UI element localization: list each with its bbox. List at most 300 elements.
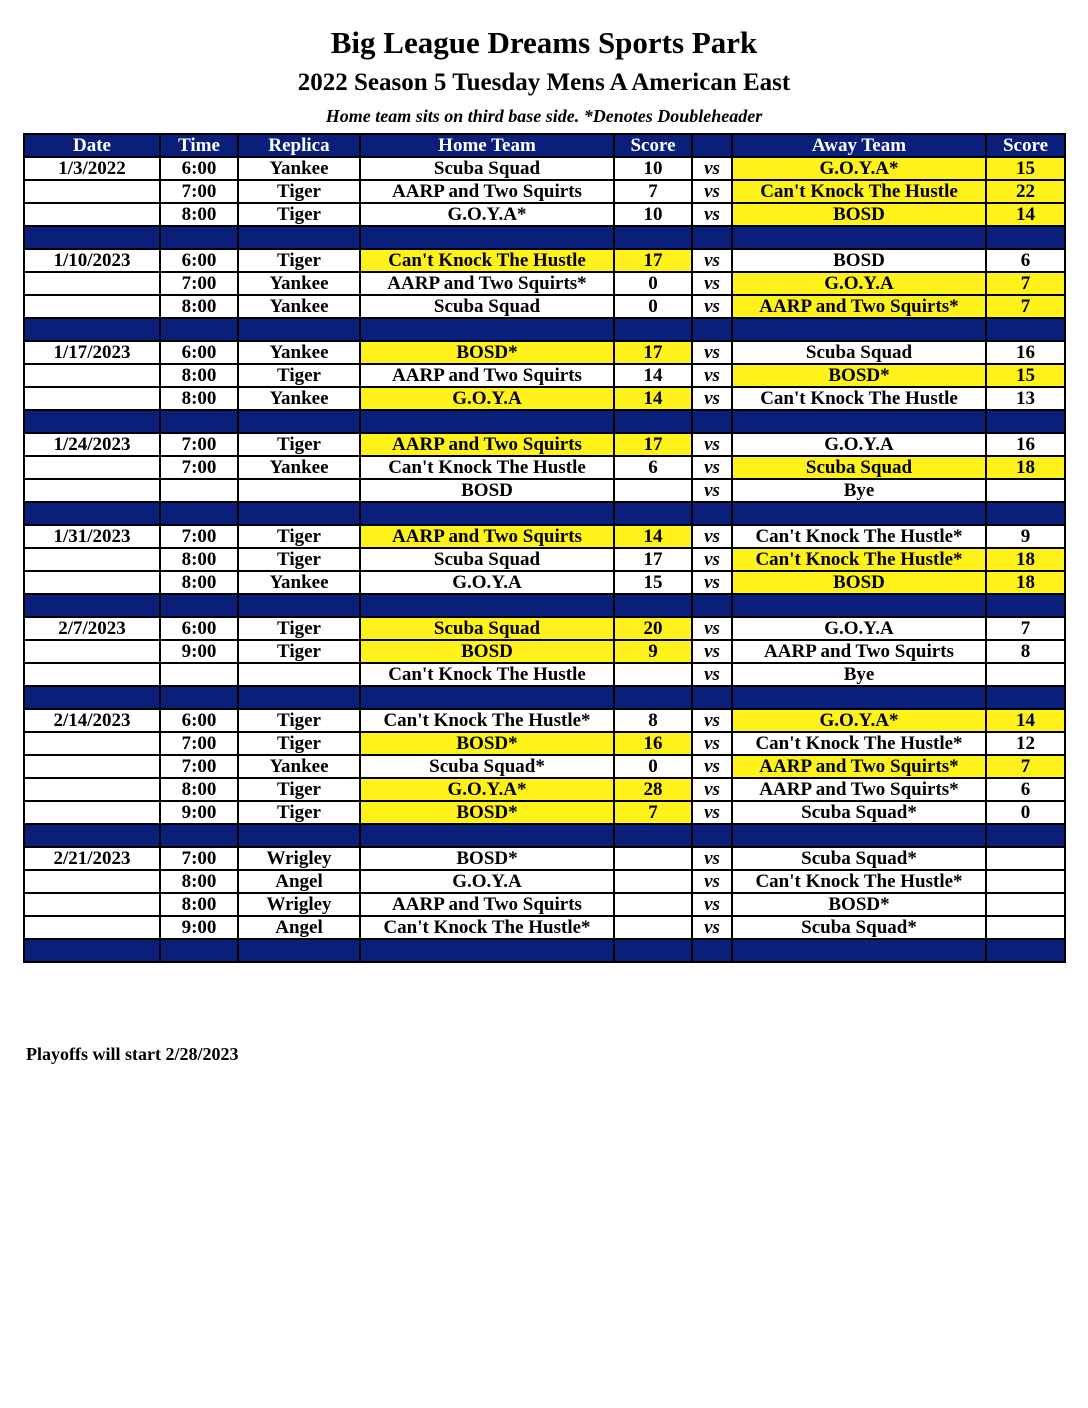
replica-cell: Tiger: [238, 203, 360, 226]
home-team-cell: G.O.Y.A*: [360, 778, 614, 801]
away-score-cell: 18: [986, 548, 1065, 571]
separator-cell: [732, 594, 986, 617]
vs-cell: vs: [692, 341, 732, 364]
separator-cell: [692, 502, 732, 525]
home-score-cell: 0: [614, 755, 692, 778]
time-cell: 7:00: [160, 272, 238, 295]
header-vs: [692, 134, 732, 157]
home-team-cell: BOSD*: [360, 341, 614, 364]
week-separator-row: [24, 594, 1065, 617]
replica-cell: Tiger: [238, 525, 360, 548]
vs-cell: vs: [692, 433, 732, 456]
game-row: [24, 387, 1065, 410]
away-team-cell: AARP and Two Squirts*: [732, 755, 986, 778]
separator-cell: [732, 410, 986, 433]
time-cell: 7:00: [160, 456, 238, 479]
vs-cell: vs: [692, 893, 732, 916]
week-separator-row: [24, 686, 1065, 709]
time-cell: 9:00: [160, 640, 238, 663]
vs-cell: vs: [692, 732, 732, 755]
separator-cell: [614, 318, 692, 341]
header-away-score: Score: [986, 134, 1065, 157]
away-team-cell: Can't Knock The Hustle*: [732, 525, 986, 548]
game-row: [24, 870, 1065, 893]
vs-cell: vs: [692, 801, 732, 824]
home-team-cell: Scuba Squad: [360, 548, 614, 571]
separator-cell: [360, 686, 614, 709]
away-score-cell: [986, 893, 1065, 916]
away-team-cell: Can't Knock The Hustle: [732, 180, 986, 203]
date-cell: [24, 203, 160, 226]
vs-cell: vs: [692, 709, 732, 732]
schedule-body: [24, 157, 1065, 962]
away-team-cell: BOSD: [732, 203, 986, 226]
game-row: [24, 663, 1065, 686]
away-score-cell: 16: [986, 433, 1065, 456]
page-subtitle: 2022 Season 5 Tuesday Mens A American East: [297, 69, 791, 96]
time-cell: 6:00: [160, 157, 238, 180]
home-team-note: Home team sits on third base side. *Denotes Doubleheader: [325, 106, 763, 126]
away-team-cell: Can't Knock The Hustle*: [732, 732, 986, 755]
separator-cell: [692, 686, 732, 709]
time-cell: 7:00: [160, 755, 238, 778]
separator-cell: [986, 824, 1065, 847]
game-row: [24, 709, 1065, 732]
separator-cell: [238, 594, 360, 617]
date-cell: [24, 663, 160, 686]
replica-cell: Tiger: [238, 778, 360, 801]
vs-cell: vs: [692, 548, 732, 571]
replica-cell: Tiger: [238, 709, 360, 732]
vs-cell: vs: [692, 755, 732, 778]
game-row: [24, 778, 1065, 801]
schedule-table: [23, 133, 1066, 963]
game-row: [24, 249, 1065, 272]
separator-cell: [692, 226, 732, 249]
home-score-cell: [614, 847, 692, 870]
game-row: [24, 893, 1065, 916]
away-team-cell: G.O.Y.A: [732, 272, 986, 295]
home-score-cell: 7: [614, 180, 692, 203]
date-cell: 1/24/2023: [24, 433, 160, 456]
home-score-cell: 10: [614, 157, 692, 180]
separator-cell: [160, 939, 238, 962]
away-score-cell: 18: [986, 571, 1065, 594]
game-row: [24, 755, 1065, 778]
vs-cell: vs: [692, 479, 732, 502]
home-team-cell: Scuba Squad: [360, 295, 614, 318]
away-score-cell: 15: [986, 157, 1065, 180]
separator-cell: [360, 594, 614, 617]
game-row: [24, 617, 1065, 640]
separator-cell: [732, 502, 986, 525]
header-home-score: Score: [614, 134, 692, 157]
separator-cell: [614, 410, 692, 433]
away-score-cell: 13: [986, 387, 1065, 410]
away-team-cell: Bye: [732, 663, 986, 686]
separator-cell: [24, 502, 160, 525]
home-score-cell: 14: [614, 525, 692, 548]
replica-cell: Tiger: [238, 548, 360, 571]
game-row: [24, 433, 1065, 456]
replica-cell: Tiger: [238, 640, 360, 663]
game-row: [24, 295, 1065, 318]
home-score-cell: 20: [614, 617, 692, 640]
away-score-cell: 12: [986, 732, 1065, 755]
away-score-cell: 0: [986, 801, 1065, 824]
home-score-cell: 17: [614, 548, 692, 571]
date-cell: [24, 295, 160, 318]
away-score-cell: 14: [986, 709, 1065, 732]
date-cell: [24, 456, 160, 479]
separator-cell: [732, 686, 986, 709]
away-score-cell: 18: [986, 456, 1065, 479]
home-team-cell: Can't Knock The Hustle: [360, 456, 614, 479]
away-score-cell: [986, 479, 1065, 502]
replica-cell: Angel: [238, 916, 360, 939]
home-score-cell: 8: [614, 709, 692, 732]
date-cell: [24, 548, 160, 571]
game-row: [24, 272, 1065, 295]
home-team-cell: BOSD*: [360, 847, 614, 870]
home-team-cell: AARP and Two Squirts: [360, 180, 614, 203]
home-score-cell: 6: [614, 456, 692, 479]
header-replica: Replica: [238, 134, 360, 157]
replica-cell: [238, 663, 360, 686]
replica-cell: Tiger: [238, 180, 360, 203]
playoffs-note: Playoffs will start 2/28/2023: [26, 1044, 239, 1064]
time-cell: 8:00: [160, 548, 238, 571]
separator-cell: [614, 824, 692, 847]
home-team-cell: BOSD: [360, 479, 614, 502]
vs-cell: vs: [692, 663, 732, 686]
home-team-cell: BOSD*: [360, 801, 614, 824]
home-team-cell: Scuba Squad*: [360, 755, 614, 778]
date-cell: [24, 387, 160, 410]
game-row: [24, 847, 1065, 870]
away-team-cell: G.O.Y.A*: [732, 709, 986, 732]
game-row: [24, 479, 1065, 502]
separator-cell: [986, 502, 1065, 525]
away-score-cell: 15: [986, 364, 1065, 387]
header-row: [24, 134, 1065, 157]
separator-cell: [732, 824, 986, 847]
separator-cell: [24, 226, 160, 249]
home-score-cell: 17: [614, 249, 692, 272]
separator-cell: [24, 318, 160, 341]
home-team-cell: Can't Knock The Hustle: [360, 249, 614, 272]
replica-cell: Tiger: [238, 732, 360, 755]
away-score-cell: [986, 870, 1065, 893]
separator-cell: [360, 318, 614, 341]
home-score-cell: 17: [614, 433, 692, 456]
separator-cell: [24, 939, 160, 962]
home-score-cell: [614, 870, 692, 893]
separator-cell: [692, 939, 732, 962]
separator-cell: [732, 226, 986, 249]
separator-cell: [238, 410, 360, 433]
game-row: [24, 341, 1065, 364]
separator-cell: [24, 594, 160, 617]
week-separator-row: [24, 226, 1065, 249]
replica-cell: Yankee: [238, 272, 360, 295]
away-score-cell: 6: [986, 778, 1065, 801]
separator-cell: [732, 939, 986, 962]
date-cell: [24, 801, 160, 824]
separator-cell: [160, 410, 238, 433]
home-team-cell: Can't Knock The Hustle: [360, 663, 614, 686]
time-cell: 7:00: [160, 180, 238, 203]
time-cell: 9:00: [160, 916, 238, 939]
home-team-cell: G.O.Y.A*: [360, 203, 614, 226]
separator-cell: [986, 318, 1065, 341]
header-date: Date: [24, 134, 160, 157]
vs-cell: vs: [692, 847, 732, 870]
home-score-cell: [614, 916, 692, 939]
home-team-cell: G.O.Y.A: [360, 571, 614, 594]
week-separator-row: [24, 939, 1065, 962]
replica-cell: Yankee: [238, 755, 360, 778]
time-cell: 7:00: [160, 433, 238, 456]
home-team-cell: G.O.Y.A: [360, 870, 614, 893]
replica-cell: Tiger: [238, 249, 360, 272]
separator-cell: [238, 502, 360, 525]
home-score-cell: 16: [614, 732, 692, 755]
replica-cell: Tiger: [238, 364, 360, 387]
replica-cell: Yankee: [238, 341, 360, 364]
date-cell: [24, 364, 160, 387]
separator-cell: [160, 824, 238, 847]
replica-cell: Yankee: [238, 295, 360, 318]
separator-cell: [614, 594, 692, 617]
home-score-cell: [614, 663, 692, 686]
date-cell: 1/10/2023: [24, 249, 160, 272]
separator-cell: [360, 226, 614, 249]
separator-cell: [986, 410, 1065, 433]
date-cell: 2/14/2023: [24, 709, 160, 732]
vs-cell: vs: [692, 870, 732, 893]
away-team-cell: Can't Knock The Hustle*: [732, 548, 986, 571]
separator-cell: [160, 226, 238, 249]
time-cell: 8:00: [160, 571, 238, 594]
home-score-cell: 17: [614, 341, 692, 364]
separator-cell: [238, 686, 360, 709]
vs-cell: vs: [692, 525, 732, 548]
date-cell: [24, 479, 160, 502]
week-separator-row: [24, 318, 1065, 341]
date-cell: [24, 571, 160, 594]
header-home-team: Home Team: [360, 134, 614, 157]
separator-cell: [24, 410, 160, 433]
vs-cell: vs: [692, 640, 732, 663]
game-row: [24, 525, 1065, 548]
replica-cell: [238, 479, 360, 502]
away-team-cell: G.O.Y.A: [732, 433, 986, 456]
separator-cell: [160, 686, 238, 709]
separator-cell: [238, 318, 360, 341]
home-team-cell: Scuba Squad: [360, 157, 614, 180]
away-team-cell: BOSD*: [732, 893, 986, 916]
away-team-cell: Scuba Squad: [732, 456, 986, 479]
vs-cell: vs: [692, 387, 732, 410]
date-cell: 2/21/2023: [24, 847, 160, 870]
time-cell: 7:00: [160, 525, 238, 548]
game-row: [24, 157, 1065, 180]
separator-cell: [160, 502, 238, 525]
game-row: [24, 801, 1065, 824]
date-cell: [24, 916, 160, 939]
game-row: [24, 571, 1065, 594]
time-cell: 8:00: [160, 778, 238, 801]
away-score-cell: [986, 916, 1065, 939]
separator-cell: [986, 226, 1065, 249]
vs-cell: vs: [692, 571, 732, 594]
time-cell: 8:00: [160, 387, 238, 410]
replica-cell: Yankee: [238, 157, 360, 180]
vs-cell: vs: [692, 157, 732, 180]
home-score-cell: 0: [614, 295, 692, 318]
away-team-cell: Bye: [732, 479, 986, 502]
time-cell: 6:00: [160, 709, 238, 732]
separator-cell: [692, 594, 732, 617]
game-row: [24, 916, 1065, 939]
away-team-cell: Scuba Squad: [732, 341, 986, 364]
away-score-cell: 8: [986, 640, 1065, 663]
separator-cell: [24, 824, 160, 847]
separator-cell: [614, 686, 692, 709]
time-cell: 6:00: [160, 617, 238, 640]
game-row: [24, 548, 1065, 571]
away-team-cell: Scuba Squad*: [732, 916, 986, 939]
home-team-cell: Can't Knock The Hustle*: [360, 916, 614, 939]
game-row: [24, 364, 1065, 387]
home-score-cell: 15: [614, 571, 692, 594]
date-cell: [24, 180, 160, 203]
away-team-cell: AARP and Two Squirts*: [732, 295, 986, 318]
away-team-cell: Scuba Squad*: [732, 847, 986, 870]
away-score-cell: [986, 663, 1065, 686]
away-team-cell: Can't Knock The Hustle*: [732, 870, 986, 893]
replica-cell: Tiger: [238, 617, 360, 640]
date-cell: 2/7/2023: [24, 617, 160, 640]
separator-cell: [24, 686, 160, 709]
replica-cell: Angel: [238, 870, 360, 893]
separator-cell: [692, 410, 732, 433]
home-score-cell: 10: [614, 203, 692, 226]
away-team-cell: G.O.Y.A: [732, 617, 986, 640]
game-row: [24, 203, 1065, 226]
home-score-cell: [614, 893, 692, 916]
game-row: [24, 640, 1065, 663]
away-team-cell: Scuba Squad*: [732, 801, 986, 824]
away-team-cell: BOSD: [732, 571, 986, 594]
replica-cell: Yankee: [238, 571, 360, 594]
separator-cell: [614, 226, 692, 249]
vs-cell: vs: [692, 180, 732, 203]
away-team-cell: G.O.Y.A*: [732, 157, 986, 180]
separator-cell: [692, 318, 732, 341]
replica-cell: Wrigley: [238, 893, 360, 916]
time-cell: [160, 479, 238, 502]
game-row: [24, 732, 1065, 755]
replica-cell: Yankee: [238, 387, 360, 410]
away-score-cell: [986, 847, 1065, 870]
home-team-cell: Scuba Squad: [360, 617, 614, 640]
separator-cell: [614, 939, 692, 962]
home-score-cell: 14: [614, 364, 692, 387]
week-separator-row: [24, 410, 1065, 433]
week-separator-row: [24, 502, 1065, 525]
vs-cell: vs: [692, 778, 732, 801]
date-cell: [24, 893, 160, 916]
separator-cell: [732, 318, 986, 341]
home-score-cell: 0: [614, 272, 692, 295]
separator-cell: [986, 594, 1065, 617]
replica-cell: Yankee: [238, 456, 360, 479]
home-score-cell: 14: [614, 387, 692, 410]
replica-cell: Tiger: [238, 433, 360, 456]
home-score-cell: 28: [614, 778, 692, 801]
date-cell: 1/3/2022: [24, 157, 160, 180]
separator-cell: [986, 686, 1065, 709]
time-cell: 8:00: [160, 893, 238, 916]
date-cell: 1/31/2023: [24, 525, 160, 548]
date-cell: [24, 272, 160, 295]
separator-cell: [160, 318, 238, 341]
vs-cell: vs: [692, 272, 732, 295]
replica-cell: Tiger: [238, 801, 360, 824]
vs-cell: vs: [692, 916, 732, 939]
away-score-cell: 22: [986, 180, 1065, 203]
header-time: Time: [160, 134, 238, 157]
vs-cell: vs: [692, 249, 732, 272]
vs-cell: vs: [692, 456, 732, 479]
time-cell: 6:00: [160, 249, 238, 272]
separator-cell: [360, 824, 614, 847]
home-team-cell: AARP and Two Squirts*: [360, 272, 614, 295]
time-cell: [160, 663, 238, 686]
home-team-cell: AARP and Two Squirts: [360, 525, 614, 548]
home-team-cell: G.O.Y.A: [360, 387, 614, 410]
home-team-cell: AARP and Two Squirts: [360, 893, 614, 916]
away-score-cell: 7: [986, 272, 1065, 295]
vs-cell: vs: [692, 364, 732, 387]
date-cell: [24, 732, 160, 755]
away-team-cell: BOSD: [732, 249, 986, 272]
date-cell: [24, 640, 160, 663]
separator-cell: [238, 824, 360, 847]
separator-cell: [238, 226, 360, 249]
time-cell: 8:00: [160, 870, 238, 893]
date-cell: [24, 755, 160, 778]
home-team-cell: Can't Knock The Hustle*: [360, 709, 614, 732]
away-score-cell: 7: [986, 295, 1065, 318]
page-title: Big League Dreams Sports Park: [330, 25, 758, 60]
home-team-cell: AARP and Two Squirts: [360, 364, 614, 387]
vs-cell: vs: [692, 203, 732, 226]
date-cell: 1/17/2023: [24, 341, 160, 364]
time-cell: 8:00: [160, 364, 238, 387]
vs-cell: vs: [692, 617, 732, 640]
time-cell: 6:00: [160, 341, 238, 364]
away-score-cell: 14: [986, 203, 1065, 226]
separator-cell: [360, 410, 614, 433]
time-cell: 9:00: [160, 801, 238, 824]
separator-cell: [614, 502, 692, 525]
game-row: [24, 180, 1065, 203]
away-score-cell: 16: [986, 341, 1065, 364]
separator-cell: [360, 502, 614, 525]
